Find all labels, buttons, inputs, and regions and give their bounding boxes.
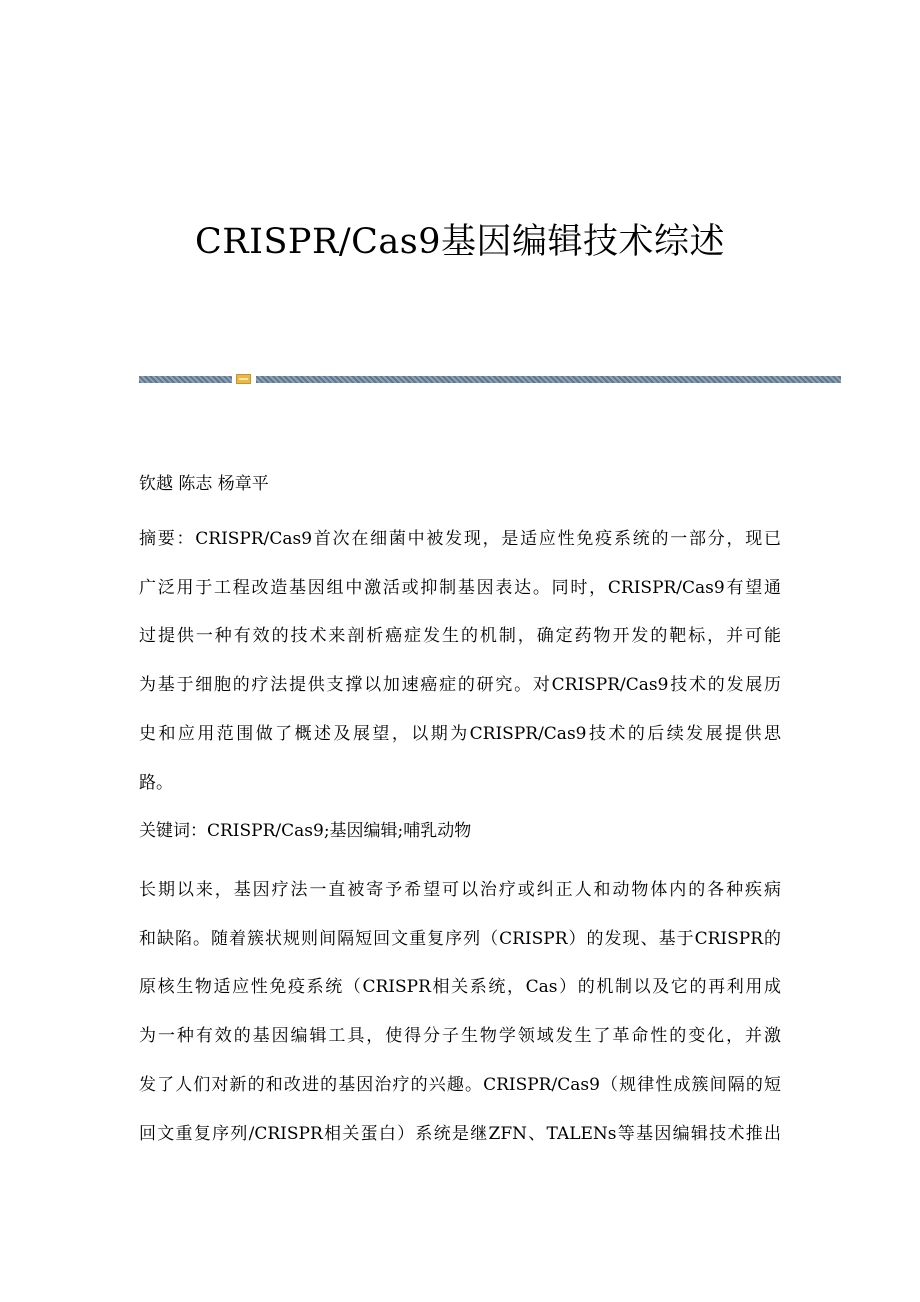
- intro-line: 为一种有效的基因编辑工具，使得分子生物学领域发生了革命性的变化，并激: [139, 1026, 781, 1047]
- intro-line: 回文重复序列/CRISPR相关蛋白）系统是继ZFN、TALENs等基因编辑技术推出: [139, 1123, 781, 1144]
- authors: 钦越 陈志 杨章平: [139, 474, 269, 494]
- abstract: [139, 515, 781, 807]
- divider-bar-right: [256, 376, 841, 383]
- abstract-line: 广泛用于工程改造基因组中激活或抑制基因表达。同时，CRISPR/Cas9有望通: [139, 577, 781, 598]
- intro-line: 原核生物适应性免疫系统（CRISPR相关系统，Cas）的机制以及它的再利用成: [139, 977, 781, 998]
- abstract-line: 史和应用范围做了概述及展望，以期为CRISPR/Cas9技术的后续发展提供思: [139, 723, 781, 744]
- intro-line: 长期以来，基因疗法一直被寄予希望可以治疗或纠正人和动物体内的各种疾病: [139, 880, 781, 900]
- abstract-line: 摘要：CRISPR/Cas9首次在细菌中被发现，是适应性免疫系统的一部分，现已: [139, 529, 781, 549]
- page-title: CRISPR/Cas9基因编辑技术综述: [194, 222, 725, 262]
- intro-line: 发了人们对新的和改进的基因治疗的兴趣。CRISPR/Cas9（规律性成簇间隔的短: [139, 1074, 781, 1095]
- divider-ornament-icon: [236, 374, 251, 384]
- keywords: 关键词：CRISPR/Cas9;基因编辑;哺乳动物: [139, 821, 472, 841]
- title-divider: [139, 374, 841, 384]
- intro-paragraph: [139, 866, 781, 1158]
- divider-bar-left: [139, 376, 232, 383]
- abstract-line: 过提供一种有效的技术来剖析癌症发生的机制，确定药物开发的靶标，并可能: [139, 626, 781, 647]
- abstract-line: 路。: [139, 772, 173, 793]
- abstract-line: 为基于细胞的疗法提供支撑以加速癌症的研究。对CRISPR/Cas9技术的发展历: [139, 675, 781, 696]
- intro-line: 和缺陷。随着簇状规则间隔短回文重复序列（CRISPR）的发现、基于CRISPR的: [139, 928, 781, 949]
